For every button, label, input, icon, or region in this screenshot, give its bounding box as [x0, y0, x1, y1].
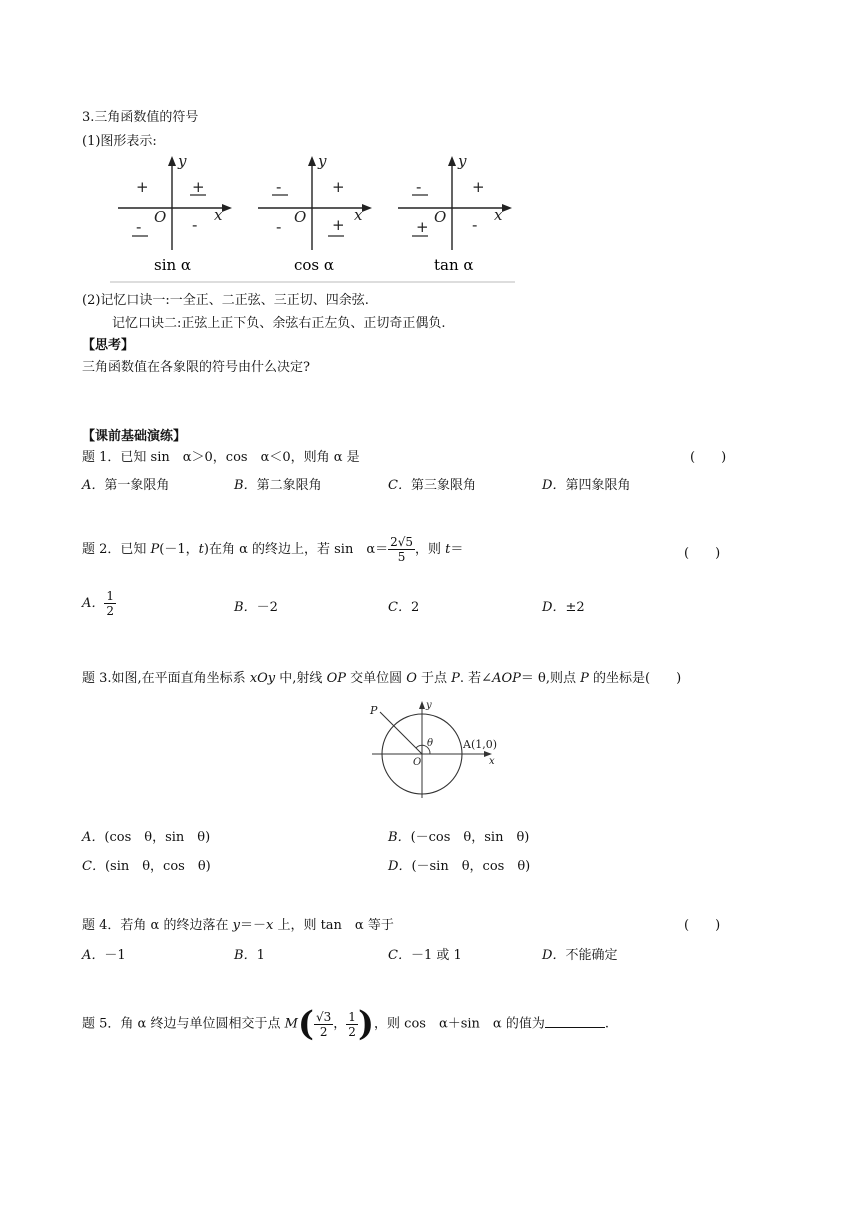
- q2-option-b: B．－2: [234, 600, 278, 615]
- quadrant-1-sign: +: [192, 178, 205, 196]
- q4-option-a: A．－1: [82, 948, 126, 963]
- x-label: x: [354, 206, 363, 224]
- q5-fraction-sqrt3: $\frac{√3}{2}$: [316, 1009, 332, 1039]
- quadrant-2-sign: +: [136, 178, 149, 196]
- x-label: x: [214, 206, 223, 224]
- origin-label: O: [413, 757, 422, 768]
- q1-option-b: B．第二象限角: [234, 478, 322, 493]
- quadrant-3-sign: -: [136, 218, 142, 236]
- quadrant-4-sign: +: [332, 216, 345, 234]
- q1-answer-paren: ( ): [690, 450, 727, 465]
- tan-diagram: [398, 152, 512, 274]
- point-a-label: A(1,0): [463, 738, 498, 751]
- q5-stem: 题 5．角 α 终边与单位圆相交于点 M( $\frac{√3}{2}$ ， $\frac{1}{2}$ )，则 cos α＋sin α 的值为 .: [82, 1004, 609, 1044]
- q4-answer-paren: ( ): [684, 918, 721, 933]
- think-heading: 【思考】: [82, 338, 135, 353]
- origin-label: O: [294, 208, 307, 226]
- q5-fraction-half: $\frac{1}{2}$: [348, 1009, 356, 1039]
- q3-option-d: D．(－sin θ，cos θ): [388, 859, 531, 874]
- q5-answer-blank[interactable]: [545, 1015, 605, 1028]
- diagram-label: sin α: [154, 256, 192, 274]
- think-question: 三角函数值在各象限的符号由什么决定?: [82, 360, 310, 375]
- quadrant-3-sign: +: [416, 218, 429, 236]
- x-label: x: [489, 756, 495, 767]
- y-label: y: [458, 152, 467, 170]
- y-label: y: [178, 152, 187, 170]
- q2-option-d: D．±2: [542, 600, 585, 615]
- cos-diagram: [258, 152, 372, 274]
- y-arrow-icon: [448, 156, 456, 166]
- q3-option-a: A．(cos θ，sin θ): [82, 830, 211, 845]
- q4-option-d: D．不能确定: [542, 948, 618, 963]
- sign-diagrams: [110, 150, 520, 284]
- section-heading: 3.三角函数值的符号: [82, 110, 199, 125]
- point-p-label: P: [370, 704, 378, 717]
- q2-option-c: C．2: [388, 600, 420, 615]
- quadrant-1-sign: +: [332, 178, 345, 196]
- x-label: x: [494, 206, 503, 224]
- q3-stem: 题 3.如图,在平面直角坐标系 xOy 中,射线 OP 交单位圆 O 于点 P. 若∠AOP＝ θ,则点 P 的坐标是( ): [82, 671, 682, 686]
- quadrant-3-sign: -: [276, 218, 282, 236]
- q3-option-b: B．(－cos θ，sin θ): [388, 830, 530, 845]
- mnemonic-2: 记忆口诀二:正弦上正下负、余弦右正左负、正切奇正偶负.: [112, 316, 446, 331]
- diagram-label: cos α: [294, 256, 335, 274]
- sin-diagram: [118, 152, 232, 274]
- y-arrow-icon: [308, 156, 316, 166]
- mnemonic-1: (2)记忆口诀一:一全正、二正弦、三正切、四余弦.: [82, 293, 369, 308]
- unit-circle-figure: [360, 696, 510, 800]
- diagram-label: tan α: [434, 256, 474, 274]
- y-label: y: [318, 152, 327, 170]
- y-arrow-icon: [168, 156, 176, 166]
- q1-option-c: C．第三象限角: [388, 478, 476, 493]
- quadrant-1-sign: +: [472, 178, 485, 196]
- x-arrow-icon: [362, 204, 372, 212]
- q4-option-c: C．－1 或 1: [388, 948, 462, 963]
- quadrant-2-sign: -: [276, 178, 282, 196]
- x-arrow-icon: [222, 204, 232, 212]
- quadrant-4-sign: -: [472, 216, 478, 234]
- x-arrow-icon: [502, 204, 512, 212]
- q3-option-c: C．(sin θ，cos θ): [82, 859, 211, 874]
- quadrant-2-sign: -: [416, 178, 422, 196]
- origin-label: O: [434, 208, 447, 226]
- practice-heading: 【课前基础演练】: [82, 429, 187, 444]
- q4-option-b: B．1: [234, 948, 265, 963]
- q1-option-a: A．第一象限角: [82, 478, 170, 493]
- q1-option-d: D．第四象限角: [542, 478, 631, 493]
- origin-label: O: [154, 208, 167, 226]
- q2-fraction: $\frac{2√5}{5}$: [390, 535, 414, 564]
- q2-stem: 题 2．已知 P(－1，t)在角 α 的终边上，若 sin α＝ $\frac{2√5}{5}$ ，则 t＝: [82, 535, 464, 564]
- y-arrow-icon: [419, 701, 425, 709]
- item-graphic: (1)图形表示:: [82, 134, 157, 149]
- quadrant-4-sign: -: [192, 216, 198, 234]
- q1-stem: 题 1．已知 sin α＞0，cos α＜0，则角 α 是: [82, 450, 360, 465]
- q2-answer-paren: ( ): [684, 546, 721, 561]
- theta-label: θ: [427, 738, 434, 749]
- q4-stem: 题 4．若角 α 的终边落在 y＝－x 上，则 tan α 等于: [82, 918, 394, 933]
- q2-option-a: A． $\frac{1}{2}$: [82, 589, 115, 618]
- y-label: y: [426, 700, 432, 711]
